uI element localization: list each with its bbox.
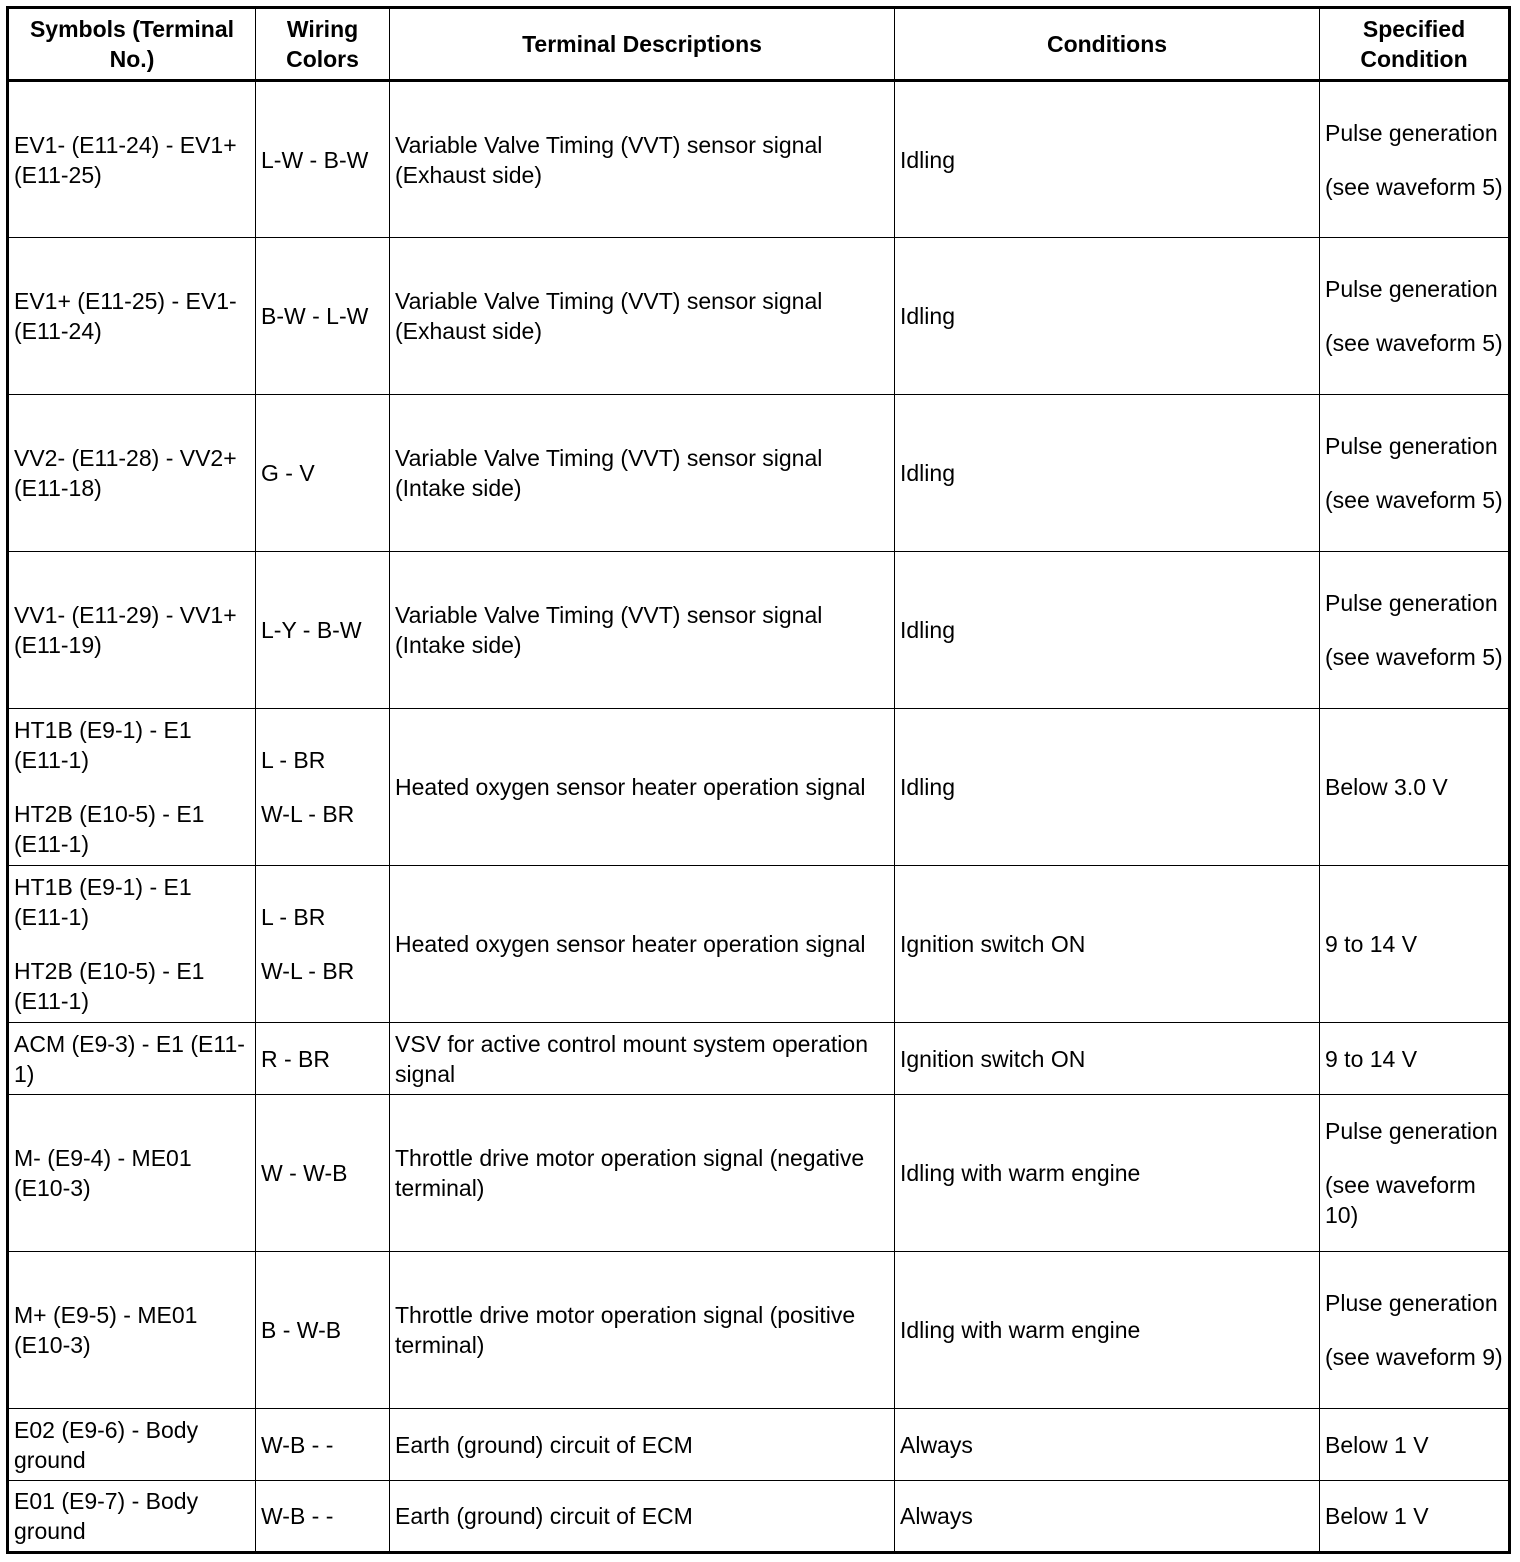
cell-symbols <box>8 238 256 395</box>
cell-symbols <box>8 1409 256 1481</box>
table-row <box>8 238 1510 395</box>
cell-wiring-colors-text: B-W - L-W <box>261 303 369 329</box>
cell-specified-condition <box>1320 1481 1510 1553</box>
cell-specified-condition-text: Below 3.0 V <box>1325 774 1448 800</box>
cell-wiring-colors-text: G - V <box>261 460 315 486</box>
table-row <box>8 81 1510 238</box>
cell-wiring-colors <box>256 238 390 395</box>
cell-symbols-text: VV1- (E11-29) - VV1+ (E11-19) <box>14 602 237 658</box>
cell-wiring-colors-text: R - BR <box>261 1045 330 1072</box>
cell-symbols-text: HT1B (E9-1) - E1 (E11-1) <box>14 874 192 930</box>
cell-specified-condition-text: Pluse generation <box>1325 1290 1498 1316</box>
cell-wiring-colors <box>256 552 390 709</box>
cell-description: Heated oxygen sensor heater operation signal <box>390 709 895 866</box>
cell-specified-condition <box>1320 81 1510 238</box>
cell-symbols <box>8 1481 256 1553</box>
cell-specified-condition <box>1320 1409 1510 1481</box>
cell-condition: Idling with warm engine <box>895 1095 1320 1252</box>
cell-specified-condition <box>1320 709 1510 866</box>
cell-specified-condition-text: (see waveform 10) <box>1325 1172 1476 1228</box>
cell-symbols-text: HT2B (E10-5) - E1 (E11-1) <box>14 958 205 1014</box>
cell-specified-condition-text: Pulse generation <box>1325 276 1498 302</box>
cell-specified-condition <box>1320 1252 1510 1409</box>
cell-description: Earth (ground) circuit of ECM <box>390 1481 895 1553</box>
cell-wiring-colors-text: L-Y - B-W <box>261 617 362 643</box>
cell-specified-condition <box>1320 1023 1510 1095</box>
table-row <box>8 1095 1510 1252</box>
table-row <box>8 395 1510 552</box>
cell-specified-condition-text: (see waveform 5) <box>1325 173 1503 200</box>
cell-condition: Always <box>895 1481 1320 1553</box>
table-row <box>8 1481 1510 1553</box>
cell-symbols-text: ACM (E9-3) - E1 (E11-1) <box>14 1030 245 1087</box>
cell-symbols <box>8 395 256 552</box>
cell-specified-condition-text: (see waveform 9) <box>1325 1344 1503 1370</box>
table-row <box>8 552 1510 709</box>
cell-specified-condition-text: Pulse generation <box>1325 590 1498 616</box>
header-conditions: Conditions <box>895 8 1320 81</box>
cell-symbols-text: M+ (E9-5) - ME01 (E10-3) <box>14 1302 198 1358</box>
header-specified-condition: Specified Condition <box>1320 8 1510 81</box>
cell-symbols-text: E02 (E9-6) - Body ground <box>14 1416 199 1473</box>
cell-symbols-text: EV1- (E11-24) - EV1+ (E11-25) <box>14 131 237 188</box>
cell-condition: Idling <box>895 238 1320 395</box>
cell-description: Variable Valve Timing (VVT) sensor signal (Exhaust side) <box>390 238 895 395</box>
header-wiring-colors: Wiring Colors <box>256 8 390 81</box>
cell-symbols <box>8 709 256 866</box>
cell-symbols-text: EV1+ (E11-25) - EV1- (E11-24) <box>14 288 237 344</box>
table-body <box>8 81 1510 1553</box>
header-terminal-descriptions: Terminal Descriptions <box>390 8 895 81</box>
cell-condition: Ignition switch ON <box>895 866 1320 1023</box>
table-row <box>8 1023 1510 1095</box>
cell-specified-condition-text: (see waveform 5) <box>1325 330 1503 356</box>
cell-wiring-colors <box>256 1409 390 1481</box>
cell-specified-condition-text: (see waveform 5) <box>1325 487 1503 513</box>
cell-condition: Idling with warm engine <box>895 1252 1320 1409</box>
cell-specified-condition-text: (see waveform 5) <box>1325 644 1503 670</box>
cell-wiring-colors-text: B - W-B <box>261 1317 342 1343</box>
cell-condition: Always <box>895 1409 1320 1481</box>
cell-wiring-colors-text: L - BR <box>261 904 326 930</box>
cell-specified-condition <box>1320 552 1510 709</box>
cell-wiring-colors <box>256 1252 390 1409</box>
cell-specified-condition <box>1320 866 1510 1023</box>
cell-symbols-text: VV2- (E11-28) - VV2+ (E11-18) <box>14 445 237 501</box>
cell-wiring-colors <box>256 1481 390 1553</box>
cell-symbols-text: E01 (E9-7) - Body ground <box>14 1488 199 1544</box>
cell-wiring-colors <box>256 81 390 238</box>
cell-wiring-colors-text: L - BR <box>261 747 326 773</box>
cell-wiring-colors-text: W-B - - <box>261 1503 334 1529</box>
table-row <box>8 709 1510 866</box>
cell-description: Earth (ground) circuit of ECM <box>390 1409 895 1481</box>
cell-wiring-colors-text: W-L - BR <box>261 958 355 984</box>
cell-wiring-colors <box>256 1095 390 1252</box>
cell-specified-condition <box>1320 238 1510 395</box>
cell-symbols <box>8 81 256 238</box>
cell-wiring-colors <box>256 866 390 1023</box>
cell-wiring-colors-text: W-B - - <box>261 1431 334 1458</box>
cell-specified-condition-text: Below 1 V <box>1325 1503 1429 1529</box>
cell-symbols-text: M- (E9-4) - ME01 (E10-3) <box>14 1145 192 1201</box>
cell-wiring-colors <box>256 395 390 552</box>
cell-specified-condition-text: Pulse generation <box>1325 119 1498 146</box>
cell-description: Throttle drive motor operation signal (negative terminal) <box>390 1095 895 1252</box>
cell-description: Throttle drive motor operation signal (positive terminal) <box>390 1252 895 1409</box>
cell-description: Heated oxygen sensor heater operation signal <box>390 866 895 1023</box>
cell-symbols <box>8 1023 256 1095</box>
cell-symbols-text: HT1B (E9-1) - E1 (E11-1) <box>14 717 192 773</box>
cell-wiring-colors-text: W - W-B <box>261 1160 348 1186</box>
cell-specified-condition <box>1320 1095 1510 1252</box>
cell-wiring-colors <box>256 1023 390 1095</box>
table-row <box>8 1409 1510 1481</box>
cell-condition: Ignition switch ON <box>895 1023 1320 1095</box>
cell-description: Variable Valve Timing (VVT) sensor signal (Intake side) <box>390 395 895 552</box>
table-row <box>8 1252 1510 1409</box>
cell-condition: Idling <box>895 552 1320 709</box>
header-symbols: Symbols (Terminal No.) <box>8 8 256 81</box>
cell-wiring-colors-text: L-W - B-W <box>261 146 369 173</box>
cell-specified-condition-text: 9 to 14 V <box>1325 931 1418 957</box>
cell-description: Variable Valve Timing (VVT) sensor signal (Exhaust side) <box>390 81 895 238</box>
cell-wiring-colors <box>256 709 390 866</box>
ecm-terminal-table <box>6 6 1511 1554</box>
cell-condition: Idling <box>895 81 1320 238</box>
cell-specified-condition-text: Pulse generation <box>1325 433 1498 459</box>
cell-symbols <box>8 866 256 1023</box>
cell-symbols <box>8 552 256 709</box>
cell-description: Variable Valve Timing (VVT) sensor signal (Intake side) <box>390 552 895 709</box>
cell-description: VSV for active control mount system operation signal <box>390 1023 895 1095</box>
cell-wiring-colors-text: W-L - BR <box>261 801 355 827</box>
table-header-row <box>8 8 1510 81</box>
cell-specified-condition <box>1320 395 1510 552</box>
cell-specified-condition-text: Below 1 V <box>1325 1431 1429 1458</box>
cell-condition: Idling <box>895 395 1320 552</box>
cell-symbols <box>8 1252 256 1409</box>
cell-specified-condition-text: Pulse generation <box>1325 1118 1498 1144</box>
cell-symbols-text: HT2B (E10-5) - E1 (E11-1) <box>14 801 205 857</box>
cell-condition: Idling <box>895 709 1320 866</box>
cell-specified-condition-text: 9 to 14 V <box>1325 1045 1418 1072</box>
cell-symbols <box>8 1095 256 1252</box>
table-row <box>8 866 1510 1023</box>
